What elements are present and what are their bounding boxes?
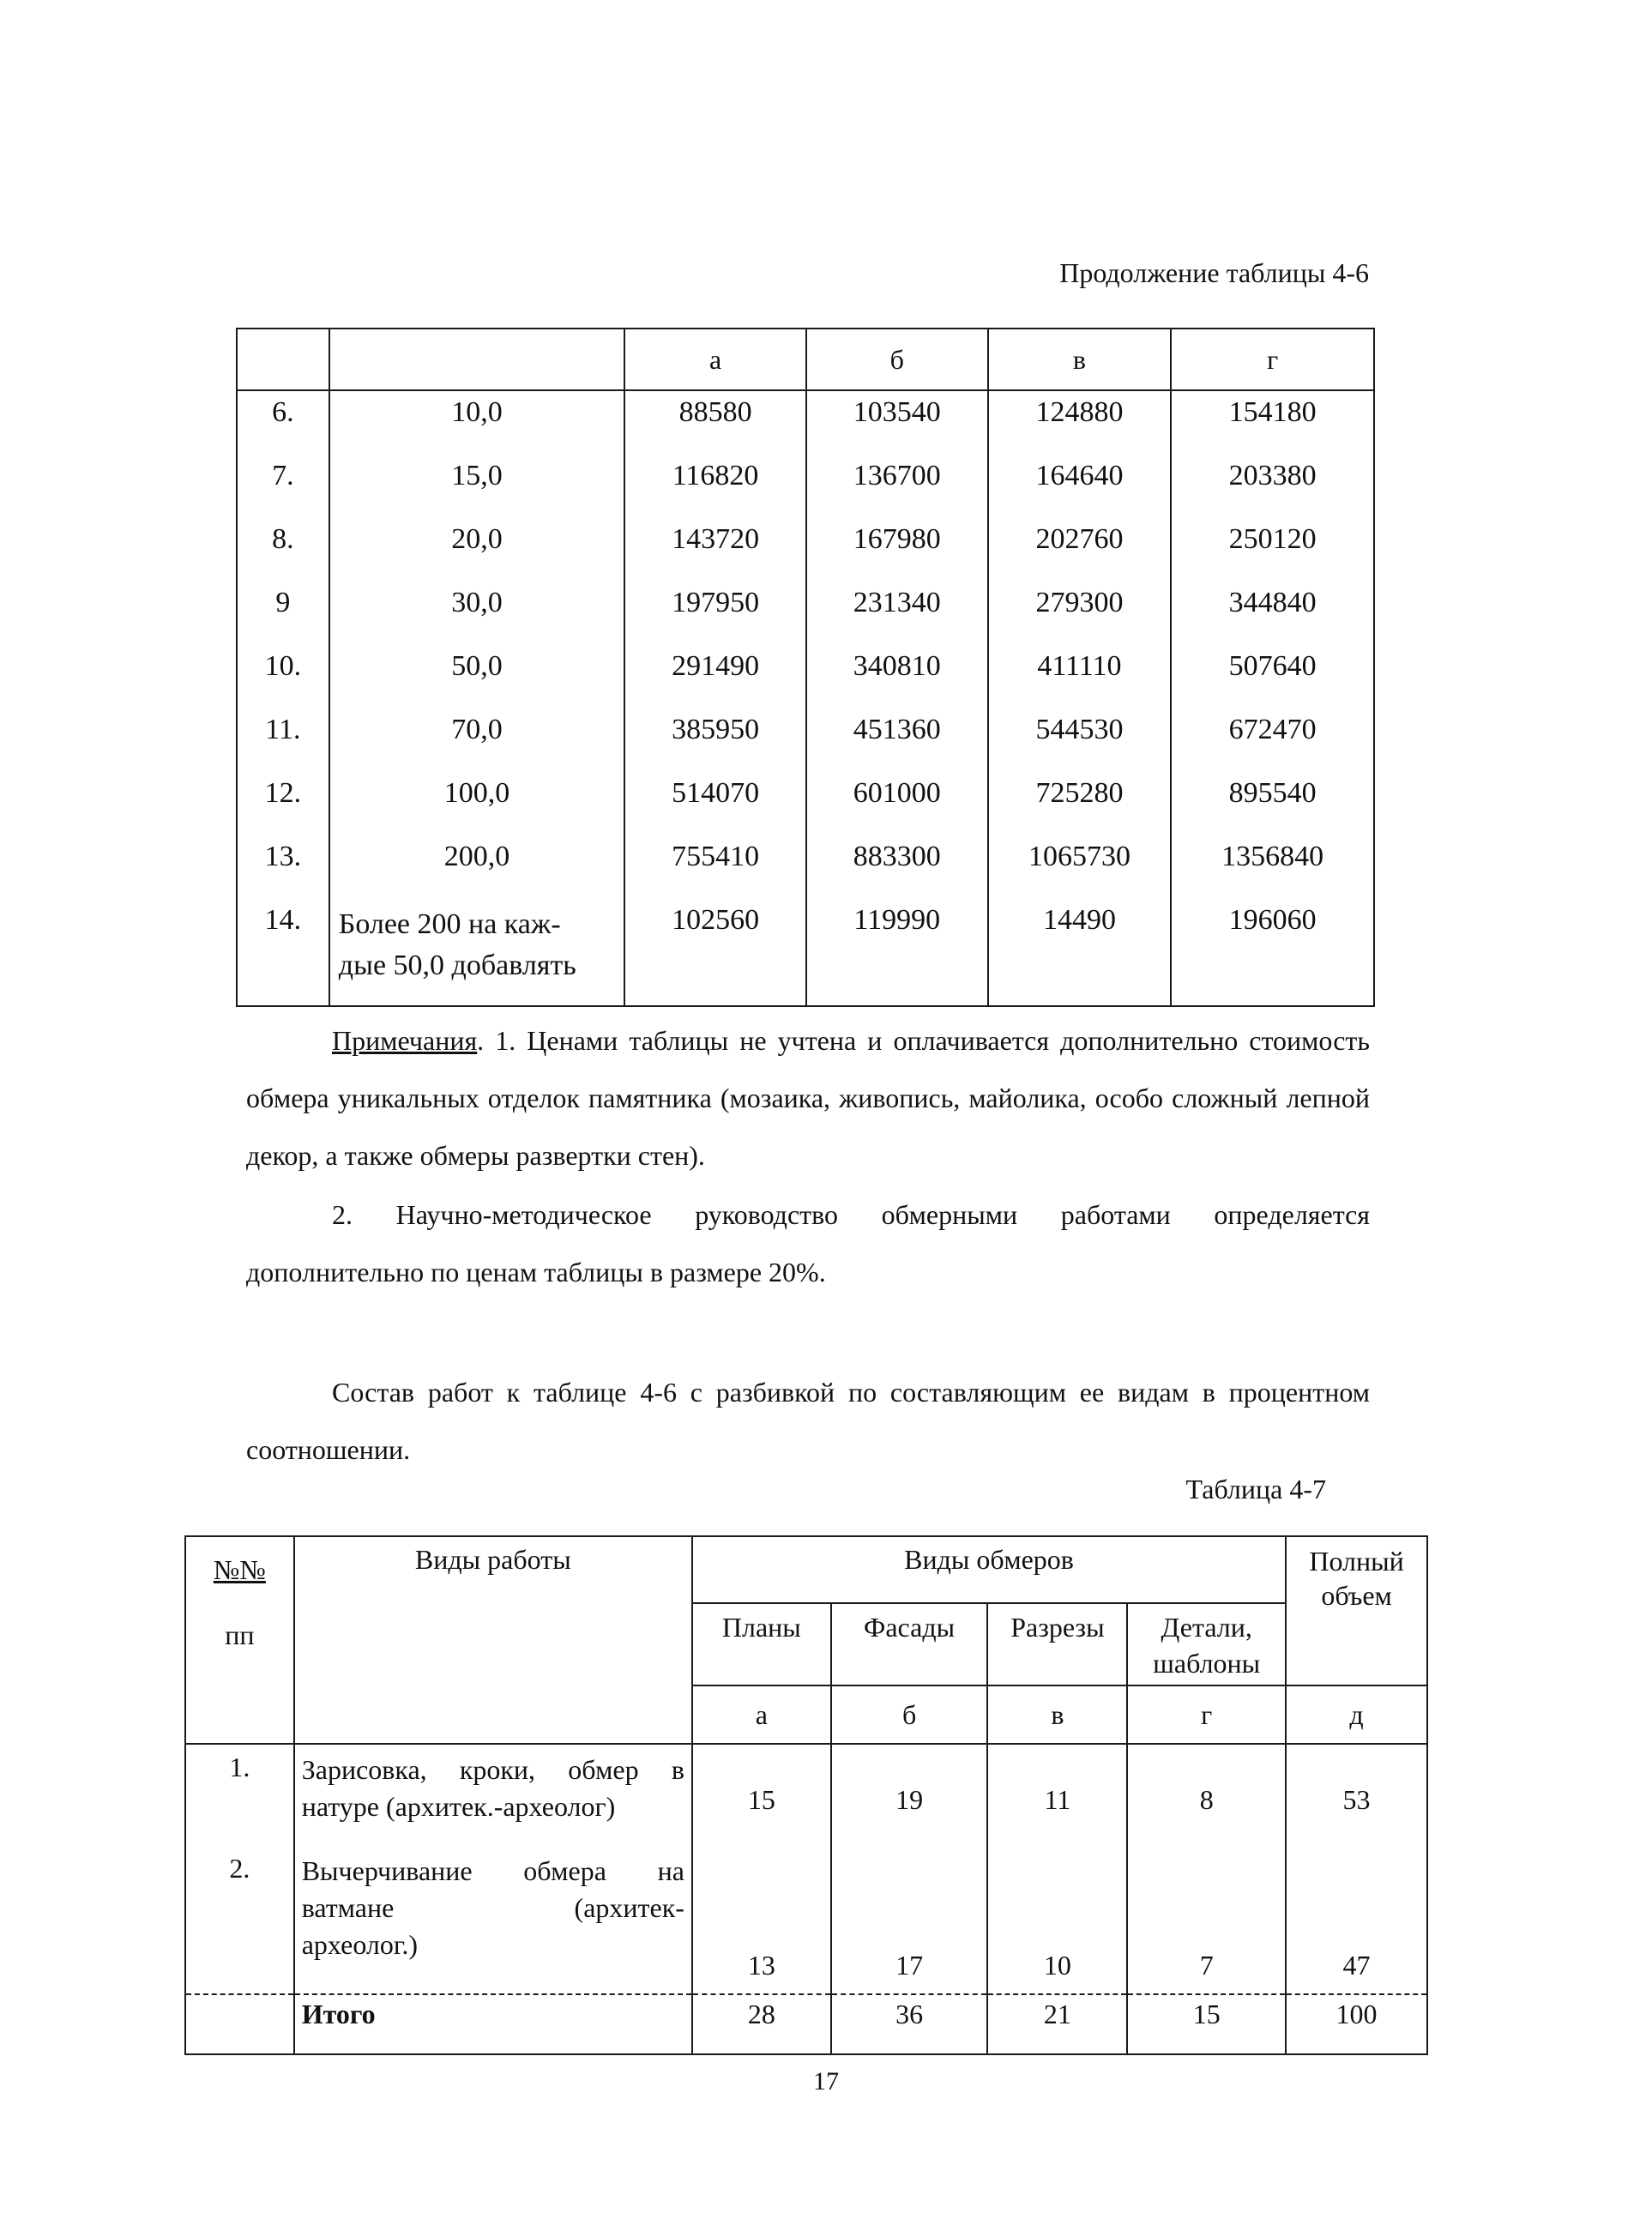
- table-row: [237, 835, 1374, 899]
- value-cell-a: 197950: [624, 582, 806, 645]
- work-description: [294, 1744, 692, 1848]
- value-cell-g: 203380: [1171, 455, 1374, 518]
- value-cell-v: 124880: [988, 390, 1172, 455]
- note-1-text: . 1. Ценами таблицы не учтена и оплачивается дополнительно стоимость обмера уникальных отделок памятника (мозаика, живопись, майолика, особо сложный лепной декор, а также обмеры развертки стен).: [246, 1025, 1370, 1171]
- total-cell-g: 15: [1127, 1994, 1286, 2054]
- header-cell-full-volume: Полный объем: [1286, 1536, 1427, 1685]
- header-cell-a: а: [624, 329, 806, 390]
- value-cell-v: 544530: [988, 709, 1172, 772]
- row-number: 14.: [237, 899, 329, 1006]
- value-cell-g: 250120: [1171, 518, 1374, 582]
- row-number: 12.: [237, 772, 329, 835]
- table-row: [237, 709, 1374, 772]
- total-label: Итого: [294, 1994, 692, 2054]
- volume-cell: [329, 899, 624, 1006]
- value-cell-a: 755410: [624, 835, 806, 899]
- table-row: [237, 455, 1374, 518]
- row-number: 1.: [185, 1744, 294, 1848]
- value-cell-g: 154180: [1171, 390, 1374, 455]
- value-cell-g: 196060: [1171, 899, 1374, 1006]
- volume-cell: 200,0: [329, 835, 624, 899]
- header-letter-b: б: [831, 1685, 988, 1744]
- value-cell-a: 88580: [624, 390, 806, 455]
- table-row: [185, 1744, 1427, 1848]
- work-line-2: натуре (архитек.-археолог): [301, 1791, 616, 1822]
- header-num-line-2: пп: [225, 1619, 255, 1650]
- intro-paragraph: Состав работ к таблице 4-6 с разбивкой по составляющим ее видам в процентном соотношении.: [246, 1377, 1370, 1465]
- value-cell-b: 103540: [806, 390, 988, 455]
- row-number: 9: [237, 582, 329, 645]
- volume-cell: 10,0: [329, 390, 624, 455]
- table-row: [237, 518, 1374, 582]
- header-cell-v: в: [988, 329, 1172, 390]
- volume-cell: 100,0: [329, 772, 624, 835]
- table-4-7-caption: Таблица 4-7: [1185, 1474, 1326, 1504]
- value-cell-b: 19: [831, 1744, 988, 1848]
- header-cell-volume: [329, 329, 624, 390]
- total-cell-a: 28: [692, 1994, 831, 2054]
- table-row: [185, 1848, 1427, 1994]
- row-number: 6.: [237, 390, 329, 455]
- header-cell-b: б: [806, 329, 988, 390]
- header-letter-v: в: [987, 1685, 1127, 1744]
- table-row: [237, 645, 1374, 709]
- value-cell-a: 514070: [624, 772, 806, 835]
- header-letter-d: д: [1286, 1685, 1427, 1744]
- volume-cell: 50,0: [329, 645, 624, 709]
- value-cell-g: 7: [1127, 1848, 1286, 1994]
- value-cell-b: 601000: [806, 772, 988, 835]
- row-number: 10.: [237, 645, 329, 709]
- value-cell-v: 202760: [988, 518, 1172, 582]
- header-letter-g: г: [1127, 1685, 1286, 1744]
- value-cell-v: 14490: [988, 899, 1172, 1006]
- value-cell-v: 164640: [988, 455, 1172, 518]
- value-cell-v: 11: [987, 1744, 1127, 1848]
- header-cell-num: [237, 329, 329, 390]
- volume-line-1: Более 200 на каж-: [338, 908, 561, 940]
- table-row: [237, 390, 1374, 455]
- value-cell-b: 119990: [806, 899, 988, 1006]
- work-line-1: Зарисовка, кроки, обмер в: [301, 1754, 684, 1785]
- value-cell-g: 344840: [1171, 582, 1374, 645]
- value-cell-v: 10: [987, 1848, 1127, 1994]
- value-cell-d: 47: [1286, 1848, 1427, 1994]
- value-cell-b: 883300: [806, 835, 988, 899]
- value-cell-g: 672470: [1171, 709, 1374, 772]
- notes-label: Примечания: [332, 1025, 478, 1056]
- total-row: [185, 1994, 1427, 2054]
- value-cell-d: 53: [1286, 1744, 1427, 1848]
- work-line-3: археолог.): [301, 1929, 419, 1960]
- value-cell-g: 1356840: [1171, 835, 1374, 899]
- value-cell-v: 279300: [988, 582, 1172, 645]
- work-line-1: Вычерчивание обмера на: [301, 1855, 684, 1886]
- row-number: 7.: [237, 455, 329, 518]
- note-2: 2. Научно-методическое руководство обмерными работами определяется дополнительно по ценам таблицы в размере 20%.: [246, 1199, 1370, 1287]
- header-cell-g: г: [1171, 329, 1374, 390]
- header-cell-measurement-types: Виды обмеров: [692, 1536, 1286, 1603]
- value-cell-g: 8: [1127, 1744, 1286, 1848]
- table-4-7: [184, 1535, 1428, 2055]
- value-cell-g: 895540: [1171, 772, 1374, 835]
- value-cell-v: 725280: [988, 772, 1172, 835]
- value-cell-b: 167980: [806, 518, 988, 582]
- volume-cell: 30,0: [329, 582, 624, 645]
- row-number-empty: [185, 1994, 294, 2054]
- row-number: 11.: [237, 709, 329, 772]
- value-cell-a: 116820: [624, 455, 806, 518]
- header-num-line-1: №№: [213, 1554, 266, 1585]
- page-number: 17: [813, 2067, 839, 2095]
- value-cell-a: 385950: [624, 709, 806, 772]
- total-cell-d: 100: [1286, 1994, 1427, 2054]
- total-cell-b: 36: [831, 1994, 988, 2054]
- table-row: [237, 772, 1374, 835]
- value-cell-b: 136700: [806, 455, 988, 518]
- header-cell-sections: Разрезы: [987, 1603, 1127, 1685]
- row-number: 13.: [237, 835, 329, 899]
- volume-cell: 20,0: [329, 518, 624, 582]
- value-cell-a: 102560: [624, 899, 806, 1006]
- value-cell-b: 451360: [806, 709, 988, 772]
- volume-line-2: дые 50,0 добавлять: [338, 950, 576, 981]
- volume-cell: 70,0: [329, 709, 624, 772]
- volume-cell: 15,0: [329, 455, 624, 518]
- table-row: [237, 582, 1374, 645]
- continuation-caption: Продолжение таблицы 4-6: [1059, 257, 1369, 288]
- value-cell-a: 15: [692, 1744, 831, 1848]
- work-line-2: ватмане (архитек-: [301, 1892, 684, 1923]
- header-cell-facades: Фасады: [831, 1603, 988, 1685]
- header-cell-plans: Планы: [692, 1603, 831, 1685]
- header-letter-a: а: [692, 1685, 831, 1744]
- total-cell-v: 21: [987, 1994, 1127, 2054]
- table-row: [237, 899, 1374, 1006]
- row-number: 2.: [185, 1848, 294, 1994]
- value-cell-v: 1065730: [988, 835, 1172, 899]
- note-1: [246, 1012, 1370, 1185]
- header-cell-number: [185, 1536, 294, 1744]
- table-header-row: [185, 1536, 1427, 1603]
- value-cell-b: 231340: [806, 582, 988, 645]
- value-cell-a: 291490: [624, 645, 806, 709]
- value-cell-b: 17: [831, 1848, 988, 1994]
- value-cell-a: 13: [692, 1848, 831, 1994]
- header-cell-work-types: Виды работы: [294, 1536, 692, 1744]
- work-description: [294, 1848, 692, 1994]
- header-cell-details: Детали, шаблоны: [1127, 1603, 1286, 1685]
- value-cell-g: 507640: [1171, 645, 1374, 709]
- value-cell-a: 143720: [624, 518, 806, 582]
- row-number: 8.: [237, 518, 329, 582]
- table-header-row: [237, 329, 1374, 390]
- value-cell-b: 340810: [806, 645, 988, 709]
- table-4-6-continuation: [236, 328, 1375, 1007]
- value-cell-v: 411110: [988, 645, 1172, 709]
